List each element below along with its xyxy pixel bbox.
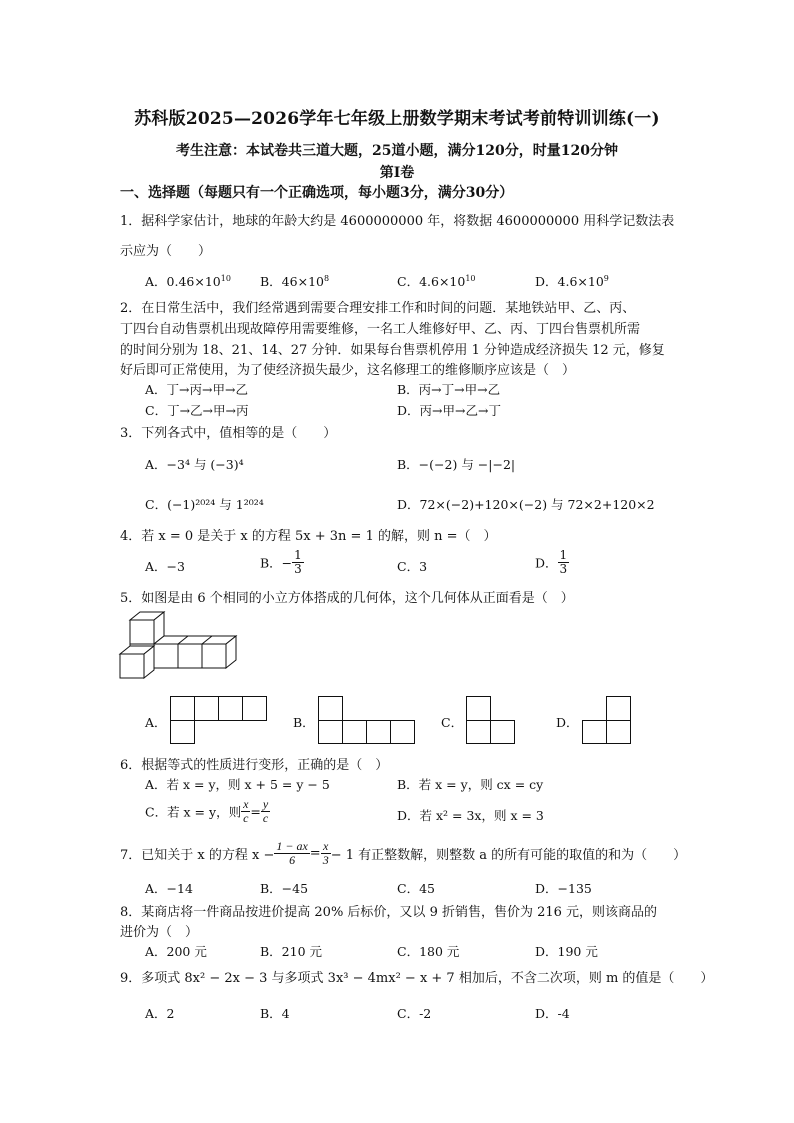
q9-option-a: A．2 (145, 1006, 175, 1021)
q2-stem-line4: 好后即可正常使用，为了使经济损失最少，这名修理工的维修顺序应该是（ ） (120, 363, 576, 378)
q7-option-d: D．−135 (535, 881, 592, 896)
q1-option-b: B．$46\times 10^8$ (260, 273, 330, 289)
q1-option-a: A．$0.46\times 10^{10}$ (145, 273, 231, 289)
q9-option-b: B．4 (260, 1006, 290, 1021)
q4-option-a: A．−3 (145, 559, 185, 574)
q2-stem-line2: 丁四台自动售票机出现故障停用需要维修，一名工人维修好甲、乙、丙、丁四台售票机所需 (120, 322, 641, 337)
q9-option-d: D．-4 (535, 1006, 570, 1021)
q5-option-d-label: D． (556, 715, 579, 730)
q5-stem: 5．如图是由 6 个相同的小立方体搭成的几何体，这个几何体从正面看是（ ） (120, 591, 574, 606)
section-heading: 一、选择题（每题只有一个正确选项，每小题3分，满分30分） (120, 185, 514, 201)
q3-option-a: A．−3⁴ 与 (−3)⁴ (145, 457, 244, 472)
q3-option-b: B．−(−2) 与 −|−2| (397, 457, 516, 472)
q4-option-b: B．− $\frac{1}{3}$ (260, 548, 302, 576)
exam-title: 苏科版2025—2026学年七年级上册数学期末考试考前特训训练(一) (134, 109, 660, 129)
q5-option-a-label: A． (145, 715, 167, 730)
q8-option-a: A．200 元 (145, 944, 207, 959)
q7-option-a: A．−14 (145, 881, 193, 896)
q5-option-b-figure (318, 696, 415, 744)
q3-stem: 3．下列各式中，值相等的是（ ） (120, 426, 337, 441)
q6-option-c: C．若 x = y，则 $\frac{x}{c}$ = $\frac{y}{c}$ (145, 797, 269, 825)
q2-option-c: C．丁→乙→甲→丙 (145, 403, 249, 418)
q9-stem: 9．多项式 8x² − 2x − 3 与多项式 3x³ − 4mx² − x + 7 相加后，不含二次项，则 m 的值是（ ） (120, 971, 714, 986)
q2-option-b: B．丙→丁→甲→乙 (397, 382, 501, 397)
q3-option-c: C．(−1)²⁰²⁴ 与 1²⁰²⁴ (145, 497, 264, 512)
q5-option-a-figure (170, 696, 267, 744)
q5-option-c-figure (466, 696, 515, 744)
exam-notice: 考生注意：本试卷共三道大题，25道小题，满分120分，时量120分钟 (176, 143, 618, 159)
q1-option-d: D．$4.6\times 10^9$ (535, 273, 609, 289)
q4-option-c: C．3 (397, 559, 428, 574)
q1-stem-line2: 示应为（ ） (120, 244, 212, 259)
q2-option-a: A．丁→丙→甲→乙 (145, 382, 248, 397)
q6-stem: 6．根据等式的性质进行变形，正确的是（ ） (120, 758, 389, 773)
q6-option-d: D．若 x² = 3x，则 x = 3 (397, 808, 544, 823)
q6-option-a: A．若 x = y，则 x + 5 = y − 5 (145, 777, 330, 792)
q7-option-b: B．−45 (260, 881, 309, 896)
volume-heading: 第Ⅰ卷 (379, 165, 415, 181)
q5-solid-figure (118, 610, 243, 682)
q4-option-d: D． $\frac{1}{3}$ (535, 548, 568, 576)
q8-stem-line1: 8．某商店将一件商品按进价提高 20% 后标价，又以 9 折销售，售价为 216 元，则该商品的 (120, 905, 658, 920)
q5-option-d-figure (582, 696, 631, 744)
q1-option-c: C．$4.6\times 10^{10}$ (397, 273, 476, 289)
q2-stem-line3: 的时间分别为 18、21、14、27 分钟．如果每台售票机停用 1 分钟造成经济损失 12 元，修复 (120, 343, 665, 358)
q1-stem-line1: 1．据科学家估计，地球的年龄大约是 4600000000 年，将数据 4600000000 用科学记数法表 (120, 214, 675, 229)
q2-stem-line1: 2．在日常生活中，我们经常遇到需要合理安排工作和时间的问题．某地铁站甲、乙、丙、 (120, 301, 636, 316)
q4-stem: 4．若 x = 0 是关于 x 的方程 5x + 3n = 1 的解，则 n =（ ） (120, 529, 497, 544)
q3-option-d: D．72×(−2)+120×(−2) 与 72×2+120×2 (397, 497, 655, 512)
q7-stem: 7．已知关于 x 的方程 x − $\frac{1 - ax}{6}$ = $\frac{x}{3}$ − 1 有正整数解，则整数 a 的所有可能的取值的和为（ ） (120, 839, 687, 867)
q6-option-b: B．若 x = y，则 cx = cy (397, 777, 544, 792)
q8-stem-line2: 进价为（ ） (120, 925, 199, 940)
q8-option-b: B．210 元 (260, 944, 323, 959)
q2-option-d: D．丙→甲→乙→丁 (397, 403, 501, 418)
q5-option-c-label: C． (441, 715, 464, 730)
q7-option-c: C．45 (397, 881, 435, 896)
q9-option-c: C．-2 (397, 1006, 432, 1021)
q8-option-d: D．190 元 (535, 944, 598, 959)
q5-option-b-label: B． (293, 715, 315, 730)
q8-option-c: C．180 元 (397, 944, 460, 959)
